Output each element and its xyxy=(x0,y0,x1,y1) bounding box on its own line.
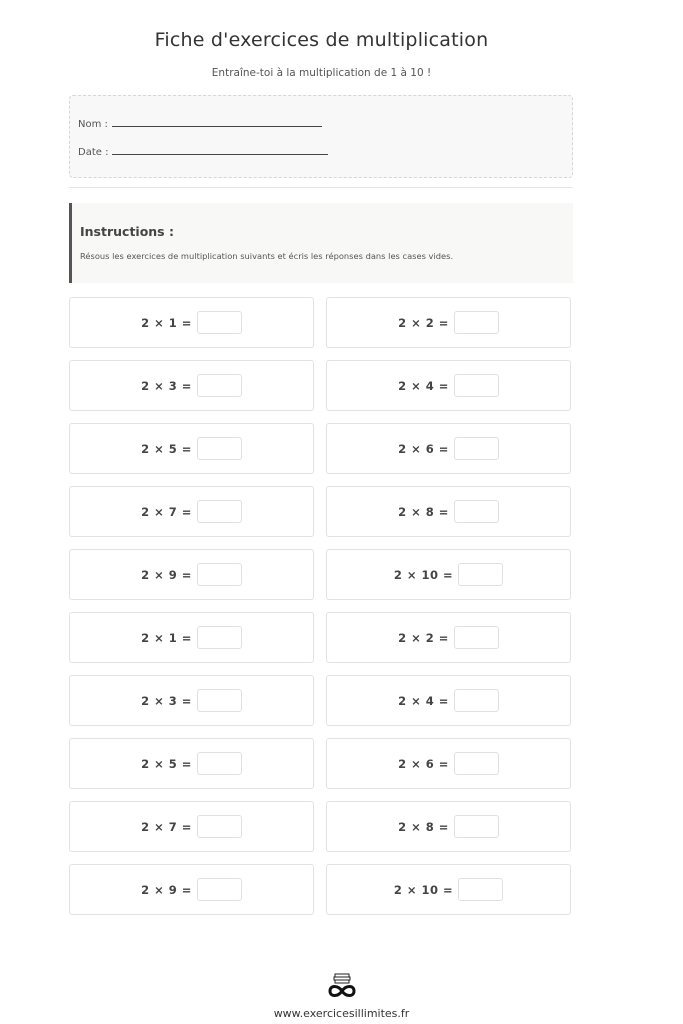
answer-input[interactable] xyxy=(458,878,503,901)
exercise-card xyxy=(69,675,314,726)
exercise-expression: 2 × 6 = xyxy=(398,756,449,771)
exercise-card xyxy=(69,486,314,537)
exercise-expression: 2 × 8 = xyxy=(398,504,449,519)
exercise-expression: 2 × 4 = xyxy=(398,378,449,393)
date-blank[interactable] xyxy=(112,144,328,155)
exercise-expression: 2 × 8 = xyxy=(398,819,449,834)
exercise-expression: 2 × 3 = xyxy=(141,378,192,393)
answer-input[interactable] xyxy=(197,374,242,397)
exercise-card xyxy=(326,612,571,663)
exercise-expression: 2 × 7 = xyxy=(141,819,192,834)
answer-input[interactable] xyxy=(454,500,499,523)
exercise-card xyxy=(326,864,571,915)
exercise-card xyxy=(326,360,571,411)
exercise-card xyxy=(69,549,314,600)
footer-url[interactable]: www.exercicesillimites.fr xyxy=(273,1007,410,1020)
exercise-card xyxy=(326,423,571,474)
exercise-expression: 2 × 7 = xyxy=(141,504,192,519)
exercise-card xyxy=(69,864,314,915)
answer-input[interactable] xyxy=(454,689,499,712)
exercise-card xyxy=(69,612,314,663)
exercise-expression: 2 × 1 = xyxy=(141,630,192,645)
date-line xyxy=(78,144,328,158)
exercise-card xyxy=(326,801,571,852)
name-blank[interactable] xyxy=(112,116,322,127)
answer-input[interactable] xyxy=(197,689,242,712)
answer-input[interactable] xyxy=(454,752,499,775)
page-title: Fiche d'exercices de multiplication xyxy=(154,29,489,51)
exercise-expression: 2 × 10 = xyxy=(393,567,454,582)
answer-input[interactable] xyxy=(197,752,242,775)
exercise-card xyxy=(326,297,571,348)
exercise-card xyxy=(69,360,314,411)
exercise-expression: 2 × 5 = xyxy=(141,441,192,456)
instructions-title: Instructions : xyxy=(80,224,174,239)
answer-input[interactable] xyxy=(197,563,242,586)
divider xyxy=(69,187,573,188)
answer-input[interactable] xyxy=(454,626,499,649)
answer-input[interactable] xyxy=(454,311,499,334)
date-label: Date : xyxy=(78,147,109,158)
name-label: Nom : xyxy=(78,119,108,130)
answer-input[interactable] xyxy=(197,878,242,901)
name-line xyxy=(78,116,322,130)
exercise-expression: 2 × 9 = xyxy=(141,567,192,582)
instructions-text: Résous les exercices de multiplication suivants et écris les réponses dans les cases vides. xyxy=(80,251,454,261)
exercise-card xyxy=(69,738,314,789)
answer-input[interactable] xyxy=(197,311,242,334)
exercise-expression: 2 × 10 = xyxy=(393,882,454,897)
exercise-card xyxy=(326,549,571,600)
exercise-expression: 2 × 1 = xyxy=(141,315,192,330)
infinity-books-icon xyxy=(326,972,358,1000)
exercise-card xyxy=(326,675,571,726)
exercise-card xyxy=(69,297,314,348)
answer-input[interactable] xyxy=(454,815,499,838)
exercise-card xyxy=(69,423,314,474)
answer-input[interactable] xyxy=(197,626,242,649)
answer-input[interactable] xyxy=(197,437,242,460)
answer-input[interactable] xyxy=(197,500,242,523)
exercise-expression: 2 × 3 = xyxy=(141,693,192,708)
answer-input[interactable] xyxy=(458,563,503,586)
answer-input[interactable] xyxy=(454,374,499,397)
exercise-expression: 2 × 2 = xyxy=(398,315,449,330)
exercise-expression: 2 × 5 = xyxy=(141,756,192,771)
exercise-card xyxy=(326,486,571,537)
answer-input[interactable] xyxy=(197,815,242,838)
answer-input[interactable] xyxy=(454,437,499,460)
exercise-expression: 2 × 2 = xyxy=(398,630,449,645)
page-subtitle: Entraîne-toi à la multiplication de 1 à 10 ! xyxy=(211,67,432,79)
instructions-box xyxy=(69,203,573,283)
exercise-card xyxy=(69,801,314,852)
exercise-expression: 2 × 4 = xyxy=(398,693,449,708)
student-info-box xyxy=(69,95,573,178)
exercise-expression: 2 × 6 = xyxy=(398,441,449,456)
exercise-card xyxy=(326,738,571,789)
exercise-expression: 2 × 9 = xyxy=(141,882,192,897)
